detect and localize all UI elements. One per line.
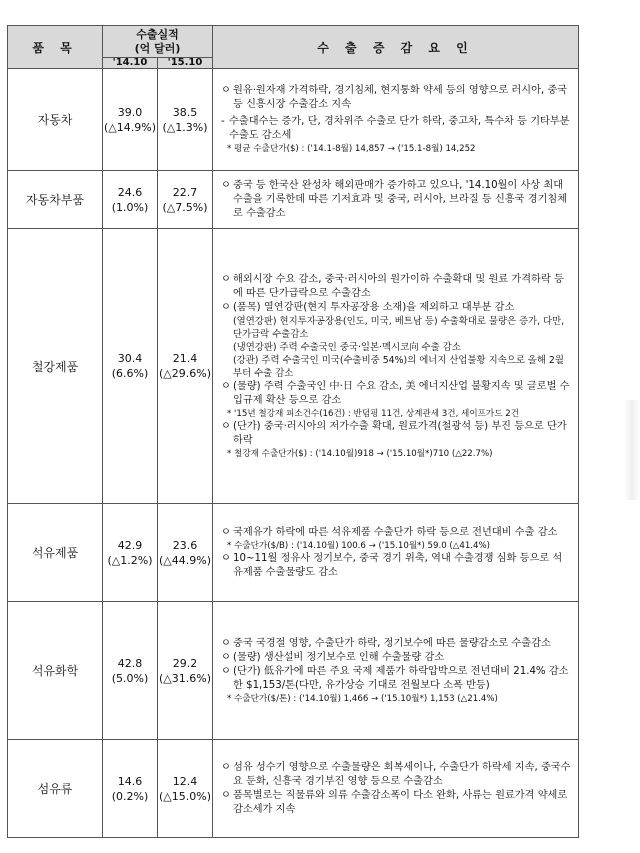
circle-bullet: ㅇ	[221, 665, 231, 677]
circle-bullet: ㅇ	[221, 651, 231, 663]
note: * 평균 수출단가($) : ('14.1-8월) 14,857 → ('15.1-8월) 14,252	[227, 144, 476, 154]
note: * 수출단가($/B) : ('14.10월) 100.6 → ('15.10월*) 59.0 (△41.4%)	[227, 540, 491, 551]
reason-cell: ㅇ 해외시장 수요 감소, 중국·러시아의 원가이하 수출확대 및 원료 가격하락 등에 따른 단가급락으로 수출감소 ㅇ (품목) 열연강판(현지 투자공장용 소재)을 제외하고 대부분 감소 (열연강판) 현지투자공장용(인도, 미국, 베트남 등) 수출확대로 물량은 증가, 다만, 단가급락 수출감소 (냉연강판) 주력 수출국인 중국·일본·멕시코向 수출 감소 (강관) 주력 수출국인 미국(수출비중 54%)의 에너지 산업불황 지속으로 올해 2월부터 수출 감소 ㅇ (물량) 주력 수출국인 中·日 수요 감소, 美 에너지산업 불황지속 및 글로벌 수입규제 확산 등으로 감소 * '15년 철강재 피소건수(16건) : 반덤핑 11건, 상계관세 3건, 세이프가드 2건 ㅇ (단가) 중국·러시아의 저가수출 확대, 원료가격(철광석 등) 부진 등으로 단가하락 * 철강재 수출단가($) : ('14.10월)918 → ('15.10월*)710 (△22.7%)	[213, 229, 579, 504]
value-1510: 12.4 (△15.0%)	[158, 740, 213, 838]
table-row	[8, 602, 579, 740]
value-1510: 29.2 (△31.6%)	[158, 602, 213, 740]
circle-bullet: ㅇ	[221, 85, 231, 96]
item-name: 석유제품	[8, 504, 103, 602]
circle-bullet: ㅇ	[221, 761, 231, 773]
circle-bullet: ㅇ	[221, 380, 231, 392]
header-item: 품 목	[8, 26, 103, 69]
circle-bullet: ㅇ	[221, 552, 231, 564]
item-name: 자동차	[8, 69, 103, 171]
reason-cell: ㅇ 국제유가 하락에 따른 석유제품 수출단가 하락 등으로 전년대비 수출 감소 * 수출단가($/B) : ('14.10월) 100.6 → ('15.10월*) 59.0 (△41.4%) ㅇ 10~11월 정유사 정기보수, 중국 경기 위축, 역내 수출경쟁 심화 등으로 석유제품 수출물량도 감소	[213, 504, 579, 602]
reason-cell: ㅇ 섬유 성수기 영향으로 수출물량은 회복세이나, 수출단가 하락세 지속, 중국수요 둔화, 신흥국 경기부진 영향 등으로 수출감소 ㅇ 품목별로는 직물류와 의류 수출감소폭이 다소 완화, 사류는 원료가격 약세로 감소세가 지속	[213, 740, 579, 838]
value-1410: 42.8 (5.0%)	[103, 602, 158, 740]
value-1510: 22.7 (△7.5%)	[158, 171, 213, 229]
edge-shadow	[624, 400, 640, 500]
header-col-1410: '14.10	[103, 58, 158, 69]
header-export-line2: (억 달러)	[134, 41, 181, 55]
header-export	[103, 26, 213, 58]
table-row	[8, 740, 579, 838]
circle-bullet: ㅇ	[221, 526, 231, 538]
circle-bullet: ㅇ	[221, 637, 231, 649]
note: * 철강재 수출단가($) : ('14.10월)918 → ('15.10월*)710 (△22.7%)	[227, 448, 493, 459]
note: * '15년 철강재 피소건수(16건) : 반덤핑 11건, 상계관세 3건, 세이프가드 2건	[227, 408, 520, 419]
circle-bullet: ㅇ	[221, 301, 231, 313]
note: * 수출단가($/톤) : ('14.10월) 1,466 → ('15.10월*) 1,153 (△21.4%)	[227, 693, 498, 704]
value-1510: 21.4 (△29.6%)	[158, 229, 213, 504]
circle-bullet: ㅇ	[221, 273, 231, 285]
table-row	[8, 171, 579, 229]
value-1410: 42.9 (△1.2%)	[103, 504, 158, 602]
item-name: 자동차부품	[8, 171, 103, 229]
circle-bullet: ㅇ	[221, 179, 231, 191]
value-1410: 39.0 (△14.9%)	[103, 69, 158, 171]
value-1410: 30.4 (6.6%)	[103, 229, 158, 504]
table-row	[8, 504, 579, 602]
header-export-line1: 수출실적	[136, 27, 179, 41]
item-name: 석유화학	[8, 602, 103, 740]
header-col-1510: '15.10	[158, 58, 213, 69]
reason-cell: ㅇ 원유·원자재 가격하락, 경기침체, 현지통화 약세 등의 영향으로 러시아, 중국 등 신흥시장 수출감소 지속 - 수출대수는 증가, 단, 경차위주 수출로 단가 하락, 중고차, 특수차 등 기타부분 수출도 감소세 * 평균 수출단가($) : ('14.1-8월) 14,857 → ('15.1-8월) 14,252	[213, 69, 579, 171]
item-name: 철강제품	[8, 229, 103, 504]
header-reason: 수 출 증 감 요 인	[213, 26, 579, 69]
reason-cell: ㅇ 중국 국경절 영향, 수출단가 하락, 정기보수에 따른 물량감소로 수출감소 ㅇ (물량) 생산설비 정기보수로 인해 수출물량 감소 ㅇ (단가) 低유가에 따른 주요 국제 제품가 하락압박으로 전년대비 21.4% 감소한 $1,153/톤(다만, 유가상승 기대로 전월보다 소폭 반등) * 수출단가($/톤) : ('14.10월) 1,466 → ('15.10월*) 1,153 (△21.4%)	[213, 602, 579, 740]
table-row	[8, 229, 579, 504]
value-1410: 24.6 (1.0%)	[103, 171, 158, 229]
item-name: 섬유류	[8, 740, 103, 838]
circle-bullet: ㅇ	[221, 789, 231, 801]
circle-bullet: ㅇ	[221, 420, 231, 432]
dash-bullet: -	[221, 116, 225, 127]
reason-cell: ㅇ 중국 등 한국산 완성차 해외판매가 증가하고 있으나, '14.10월이 사상 최대 수출을 기록한데 따른 기저효과 및 중국, 러시아, 브라질 등 신흥국 경기침체로 수출감소	[213, 171, 579, 229]
value-1410: 14.6 (0.2%)	[103, 740, 158, 838]
table-row	[8, 69, 579, 171]
export-table	[7, 25, 579, 838]
value-1510: 38.5 (△1.3%)	[158, 69, 213, 171]
value-1510: 23.6 (△44.9%)	[158, 504, 213, 602]
